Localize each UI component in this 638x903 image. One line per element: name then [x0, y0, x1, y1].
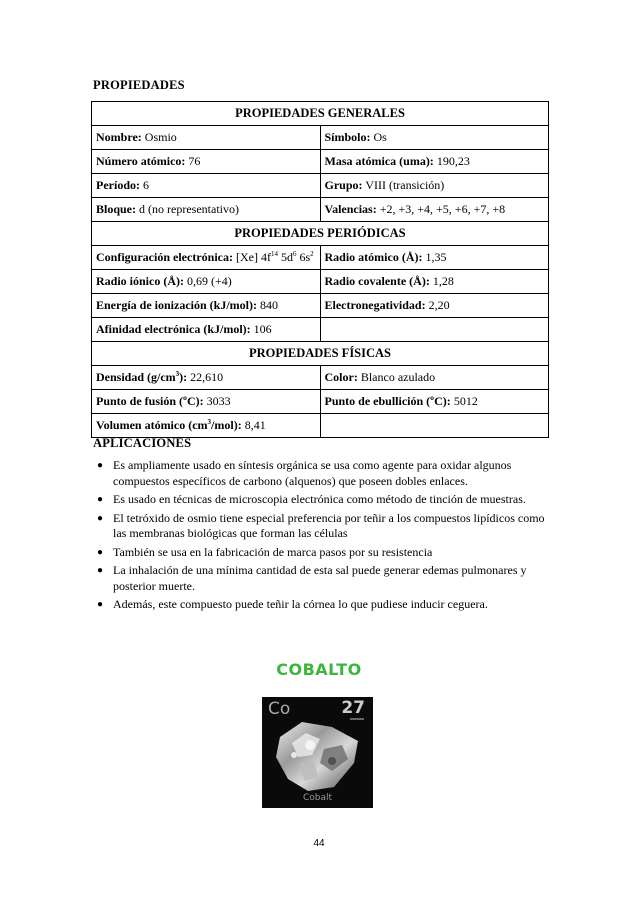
label-config: Configuración electrónica:: [96, 250, 233, 264]
section-header-general: PROPIEDADES GENERALES: [92, 102, 549, 126]
value-covalent-radius: 1,28: [432, 274, 454, 288]
value-electronegativity: 2,20: [428, 298, 450, 312]
cell-color: [320, 366, 549, 390]
section-header-periodic: PROPIEDADES PERIÓDICAS: [92, 222, 549, 246]
list-item: [93, 492, 545, 508]
value-melting: 3033: [206, 394, 231, 408]
bullet-icon: ●: [97, 565, 104, 576]
cell-block: [92, 198, 321, 222]
cell-boiling: [320, 390, 549, 414]
list-item-text: Es usado en técnicas de microscopia electrónica como método de tinción de muestras.: [113, 492, 526, 506]
label-ionic-radius: Radio iónico (Å):: [96, 274, 184, 288]
config-exp: 14: [270, 250, 278, 258]
table-row: [92, 246, 549, 270]
label-ionization: Energía de ionización (kJ/mol):: [96, 298, 257, 312]
label-melting: Punto de fusión (ºC):: [96, 394, 204, 408]
cell-ionic-radius: [92, 270, 321, 294]
cobalt-title: COBALTO: [276, 660, 362, 679]
bullet-icon: ●: [97, 460, 104, 471]
cell-atomic-number: [92, 150, 321, 174]
value-atomic-volume: 8,41: [244, 418, 266, 432]
label-atomic-volume: [96, 418, 242, 432]
table-row: [92, 390, 549, 414]
bullet-icon: ●: [97, 546, 104, 558]
value-atomic-mass: 190,23: [436, 154, 470, 168]
tile-number: 27: [341, 698, 365, 718]
section-heading-applications: APLICACIONES: [93, 436, 192, 450]
label-atomic-volume-text: Volumen atómico (cm: [96, 418, 208, 432]
properties-table: [91, 101, 549, 438]
cell-config: [92, 246, 321, 270]
cell-period: [92, 174, 321, 198]
value-atomic-number: 76: [188, 154, 201, 168]
value-period: 6: [143, 178, 149, 192]
label-group: Grupo:: [324, 178, 363, 192]
table-row: [92, 222, 549, 246]
table-row: [92, 150, 549, 174]
list-item-text: El tetróxido de osmio tiene especial preferencia por teñir a los compuestos lipídicos como las membranas biológicas que forman las células: [113, 510, 545, 540]
table-row: [92, 198, 549, 222]
cobalt-element-image: [262, 697, 373, 808]
cell-covalent-radius: [320, 270, 549, 294]
label-name: Nombre:: [96, 130, 142, 144]
table-row: [92, 102, 549, 126]
cell-melting: [92, 390, 321, 414]
value-ionic-radius: 0,69 (+4): [187, 274, 232, 288]
label-valences: Valencias:: [324, 202, 377, 216]
label-density-exp: 3: [175, 370, 180, 378]
list-item: [93, 458, 545, 489]
config-part: 6s: [296, 250, 311, 264]
cell-ionization: [92, 294, 321, 318]
value-symbol: Os: [373, 130, 387, 144]
cell-electronegativity: [320, 294, 549, 318]
config-exp: 6: [292, 250, 297, 258]
tile-name: Cobalt: [302, 793, 333, 803]
cell-valences: [320, 198, 549, 222]
label-covalent-radius: Radio covalente (Å):: [324, 274, 430, 288]
label-atomic-mass: Masa atómica (uma):: [324, 154, 434, 168]
value-valences: +2, +3, +4, +5, +6, +7, +8: [379, 202, 506, 216]
label-atomic-radius: Radio atómico (Å):: [324, 250, 423, 264]
value-ionization: 840: [260, 298, 278, 312]
cell-atomic-volume: [92, 414, 321, 438]
label-symbol: Símbolo:: [324, 130, 371, 144]
table-row: [92, 342, 549, 366]
list-item: [93, 545, 545, 561]
bullet-icon: ●: [97, 599, 104, 610]
label-boiling: Punto de ebullición (ºC):: [324, 394, 451, 408]
table-row: [92, 174, 549, 198]
cell-atomic-mass: [320, 150, 549, 174]
list-item-text: También se usa en la fabricación de marca pasos por su resistencia: [113, 544, 433, 559]
label-affinity: Afinidad electrónica (kJ/mol):: [96, 322, 251, 336]
list-item-text: Es ampliamente usado en síntesis orgánica se usa como agente para oxidar algunos compuestos específicos de carbono (alquenos) que poseen dobles enlaces.: [113, 458, 512, 488]
tile-symbol: Co: [268, 699, 291, 719]
cell-group: [320, 174, 549, 198]
applications-list: [93, 458, 545, 616]
section-header-physical: PROPIEDADES FÍSICAS: [92, 342, 549, 366]
cell-density: [92, 366, 321, 390]
table-row: [92, 366, 549, 390]
value-config: [236, 250, 314, 264]
list-item: [93, 563, 545, 594]
table-row: [92, 414, 549, 438]
label-block: Bloque:: [96, 202, 137, 216]
value-color: Blanco azulado: [360, 370, 436, 384]
list-item: [93, 597, 545, 613]
label-period: Período:: [96, 178, 140, 192]
label-atomic-number: Número atómico:: [96, 154, 186, 168]
tile-mass-mark: [350, 718, 364, 720]
bullet-icon: ●: [97, 512, 104, 524]
table-row: [92, 318, 549, 342]
cell-empty: [320, 318, 549, 342]
cell-atomic-radius: [320, 246, 549, 270]
table-row: [92, 294, 549, 318]
cell-name: [92, 126, 321, 150]
bullet-icon: ●: [97, 494, 104, 505]
label-density: [96, 370, 187, 384]
table-row: [92, 270, 549, 294]
list-item-text: La inhalación de una mínima cantidad de esta sal puede generar edemas pulmonares y posterior muerte.: [113, 563, 527, 593]
label-density-text: Densidad (g/cm: [96, 370, 176, 384]
list-item-text: Además, este compuesto puede teñir la córnea lo que pudiese inducir ceguera.: [113, 597, 488, 611]
config-exp: 2: [310, 250, 314, 258]
label-color: Color:: [324, 370, 358, 384]
label-density-end: ):: [179, 370, 188, 384]
value-block: d (no representativo): [139, 202, 239, 216]
value-atomic-radius: 1,35: [425, 250, 447, 264]
cell-empty: [320, 414, 549, 438]
label-atomic-volume-end: /mol):: [211, 418, 242, 432]
page-number: 44: [313, 838, 325, 849]
label-electronegativity: Electronegatividad:: [324, 298, 426, 312]
config-part: [Xe] 4f: [235, 250, 271, 264]
value-boiling: 5012: [453, 394, 478, 408]
cell-affinity: [92, 318, 321, 342]
table-row: [92, 126, 549, 150]
value-affinity: 106: [253, 322, 272, 336]
config-part: 5d: [277, 250, 293, 264]
value-group: VIII (transición): [365, 178, 445, 192]
section-heading-properties: PROPIEDADES: [93, 78, 185, 92]
value-density: 22,610: [190, 370, 224, 384]
label-atomic-volume-exp: 3: [207, 418, 212, 426]
cell-symbol: [320, 126, 549, 150]
list-item: [93, 511, 545, 542]
value-name: Osmio: [144, 130, 177, 144]
